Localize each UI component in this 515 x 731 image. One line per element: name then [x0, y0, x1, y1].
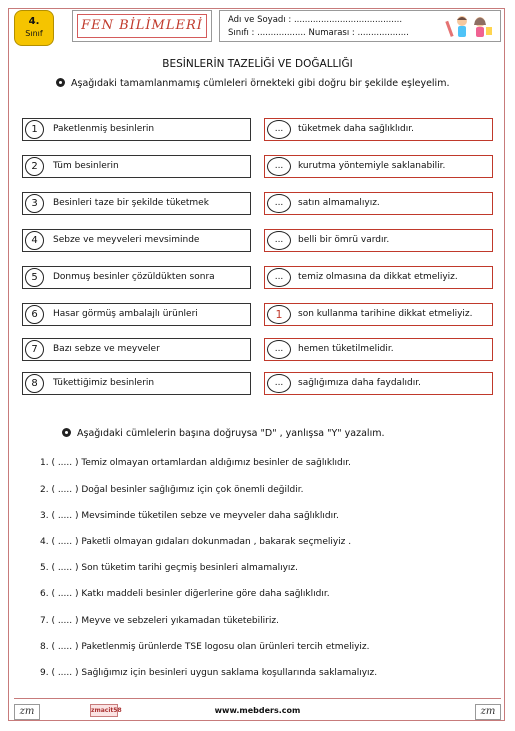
question-3[interactable]: 3. ( ..... ) Mevsiminde tüketilen sebze ve meyveler daha sağlıklıdır. [40, 511, 339, 521]
answer-blank[interactable]: ... [267, 374, 291, 393]
question-6[interactable]: 6. ( ..... ) Katkı maddeli besinler diğerlerine göre daha sağlıklıdır. [40, 589, 330, 599]
flower-bullet-icon [56, 78, 65, 87]
header [14, 10, 501, 50]
left-item-4 [22, 229, 251, 252]
right-item-6[interactable] [264, 303, 493, 326]
item-number: 7 [25, 340, 44, 359]
subject-box [72, 10, 212, 42]
question-1[interactable]: 1. ( ..... ) Temiz olmayan ortamlardan aldığımız besinler de sağlıklıdır. [40, 458, 352, 468]
page-frame [8, 8, 505, 721]
kids-illustration-icon [444, 13, 494, 39]
footer-tag: zmacit58 [90, 704, 118, 717]
left-item-7 [22, 338, 251, 361]
item-number: 5 [25, 268, 44, 287]
right-item-5[interactable] [264, 266, 493, 289]
answer-example: 1 [267, 305, 291, 324]
question-8[interactable]: 8. ( ..... ) Paketlenmiş ürünlerde TSE logosu olan ürünleri tercih etmeliyiz. [40, 642, 370, 652]
left-item-8 [22, 372, 251, 395]
item-text: sağlığımıza daha faydalıdır. [298, 378, 421, 388]
left-item-5 [22, 266, 251, 289]
right-item-1[interactable] [264, 118, 493, 141]
name-line: Adı ve Soyadı : ........................................ [228, 15, 403, 25]
left-item-3 [22, 192, 251, 215]
student-info-box [219, 10, 501, 42]
right-item-8[interactable] [264, 372, 493, 395]
question-9[interactable]: 9. ( ..... ) Sağlığımız için besinleri uygun saklama koşullarında saklamalıyız. [40, 668, 378, 678]
footer-logo-right: zm [475, 704, 501, 720]
left-item-2 [22, 155, 251, 178]
left-item-1 [22, 118, 251, 141]
question-7[interactable]: 7. ( ..... ) Meyve ve sebzeleri yıkamadan tüketebiliriz. [40, 616, 279, 626]
footer-logo-left: zm [14, 704, 40, 720]
item-number: 1 [25, 120, 44, 139]
right-item-3[interactable] [264, 192, 493, 215]
question-2[interactable]: 2. ( ..... ) Doğal besinler sağlığımız için çok önemli değildir. [40, 485, 304, 495]
answer-blank[interactable]: ... [267, 268, 291, 287]
answer-blank[interactable]: ... [267, 157, 291, 176]
footer-divider [14, 698, 501, 699]
item-text: kurutma yöntemiyle saklanabilir. [298, 161, 446, 171]
instruction-matching [56, 78, 449, 89]
item-text: Paketlenmiş besinlerin [53, 124, 155, 134]
item-number: 6 [25, 305, 44, 324]
item-text: satın almamalıyız. [298, 198, 380, 208]
item-text: tüketmek daha sağlıklıdır. [298, 124, 414, 134]
answer-blank[interactable]: ... [267, 340, 291, 359]
grade-number: 4. [28, 16, 40, 27]
question-4[interactable]: 4. ( ..... ) Paketli olmayan gıdaları dokunmadan , bakarak seçmeliyiz . [40, 537, 352, 547]
grade-label: Sınıf [25, 29, 43, 38]
item-number: 8 [25, 374, 44, 393]
item-text: Bazı sebze ve meyveler [53, 344, 160, 354]
item-text: Sebze ve meyveleri mevsiminde [53, 235, 200, 245]
item-text: Besinleri taze bir şekilde tüketmek [53, 198, 209, 208]
left-item-6 [22, 303, 251, 326]
item-text: Hasar görmüş ambalajlı ürünleri [53, 309, 198, 319]
flower-bullet-icon [62, 428, 71, 437]
subject-title: FEN BİLİMLERİ [77, 14, 207, 38]
page-title: BESİNLERİN TAZELİĞİ VE DOĞALLIĞI [162, 58, 353, 70]
right-item-2[interactable] [264, 155, 493, 178]
right-item-7[interactable] [264, 338, 493, 361]
instruction-text: Aşağıdaki tamamlanmamış cümleleri örnekteki gibi doğru bir şekilde eşleyelim. [71, 78, 450, 89]
item-number: 4 [25, 231, 44, 250]
question-5[interactable]: 5. ( ..... ) Son tüketim tarihi geçmiş besinleri almamalıyız. [40, 563, 299, 573]
instruction-true-false [62, 428, 384, 439]
class-line: Sınıfı : .................. Numarası : ................... [228, 28, 409, 38]
item-number: 3 [25, 194, 44, 213]
answer-blank[interactable]: ... [267, 194, 291, 213]
item-text: Donmuş besinler çözüldükten sonra [53, 272, 215, 282]
item-text: temiz olmasına da dikkat etmeliyiz. [298, 272, 458, 282]
answer-blank[interactable]: ... [267, 231, 291, 250]
item-text: hemen tüketilmelidir. [298, 344, 394, 354]
item-text: belli bir ömrü vardır. [298, 235, 390, 245]
item-number: 2 [25, 157, 44, 176]
grade-badge [14, 10, 54, 46]
answer-blank[interactable]: ... [267, 120, 291, 139]
item-text: Tükettiğimiz besinlerin [53, 378, 155, 388]
instruction-text: Aşağıdaki cümlelerin başına doğruysa "D" , yanlışsa "Y" yazalım. [77, 428, 385, 439]
footer-website: www.mebders.com [214, 706, 301, 715]
item-text: son kullanma tarihine dikkat etmeliyiz. [298, 309, 473, 319]
right-item-4[interactable] [264, 229, 493, 252]
item-text: Tüm besinlerin [53, 161, 119, 171]
